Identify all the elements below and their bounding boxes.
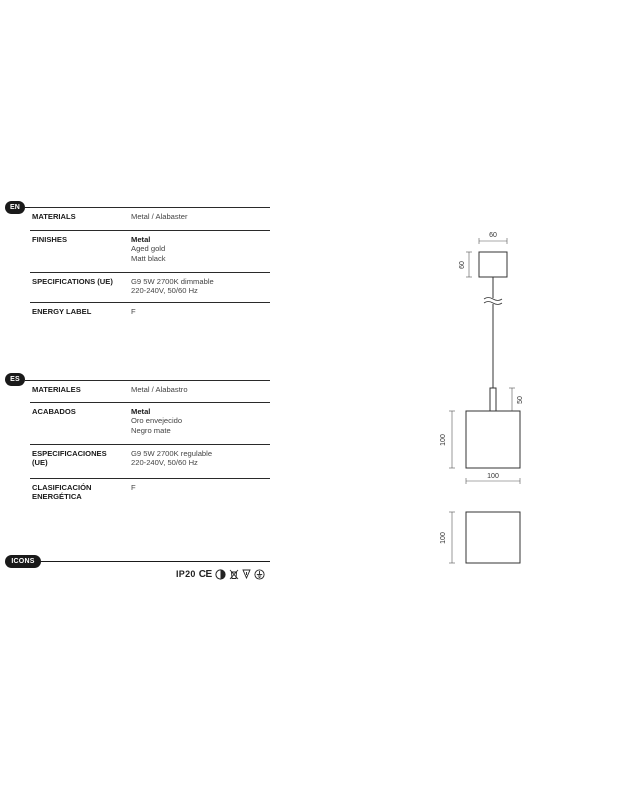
ce-mark-icon: CE [198, 568, 212, 580]
canopy-width-label: 60 [489, 232, 497, 239]
value-line: F [131, 483, 136, 492]
language-tag-es: ES [5, 373, 25, 386]
stem-height-label: 50 [517, 396, 524, 404]
value-line: 220-240V, 50/60 Hz [131, 458, 198, 468]
label-line: ESPECIFICACIONES [32, 449, 107, 458]
row-label: MATERIALES [32, 385, 81, 394]
value-title: Metal [131, 407, 151, 416]
value-line: Metal / Alabaster [131, 212, 188, 221]
value-line: Negro mate [131, 425, 171, 435]
canopy-height-label: 60 [459, 261, 466, 269]
value-line: G9 5W 2700K dimmable [131, 277, 214, 286]
value-line: Metal / Alabastro [131, 385, 188, 394]
value-line: F [131, 307, 136, 316]
value-line: 220-240V, 50/60 Hz [131, 286, 198, 296]
label-line: (UE) [32, 458, 48, 467]
shade-width-label: 100 [487, 473, 499, 480]
value-line: Aged gold [131, 244, 166, 254]
canopy [479, 252, 507, 277]
top-view [466, 512, 520, 563]
shade [466, 411, 520, 468]
ip-rating: IP20 [176, 569, 196, 579]
row-label: FINISHES [32, 235, 68, 244]
label-line: ENERGÉTICA [32, 492, 82, 501]
icons-tag: ICONS [5, 555, 41, 568]
stem [490, 388, 496, 411]
row-label: MATERIALS [32, 212, 76, 221]
row-label: ACABADOS [32, 407, 76, 416]
value-line: G9 5W 2700K regulable [131, 449, 213, 458]
language-tag-en: EN [5, 201, 25, 214]
value-line: Oro envejecido [131, 416, 183, 426]
value-line: Matt black [131, 253, 166, 263]
row-label: ENERGY LABEL [32, 307, 92, 316]
shade-height-label: 100 [440, 434, 447, 446]
value-title: Metal [131, 235, 151, 244]
label-line: CLASIFICACIÓN [32, 483, 92, 492]
row-label: SPECIFICATIONS (UE) [32, 277, 113, 286]
top-view-size-label: 100 [440, 532, 447, 544]
